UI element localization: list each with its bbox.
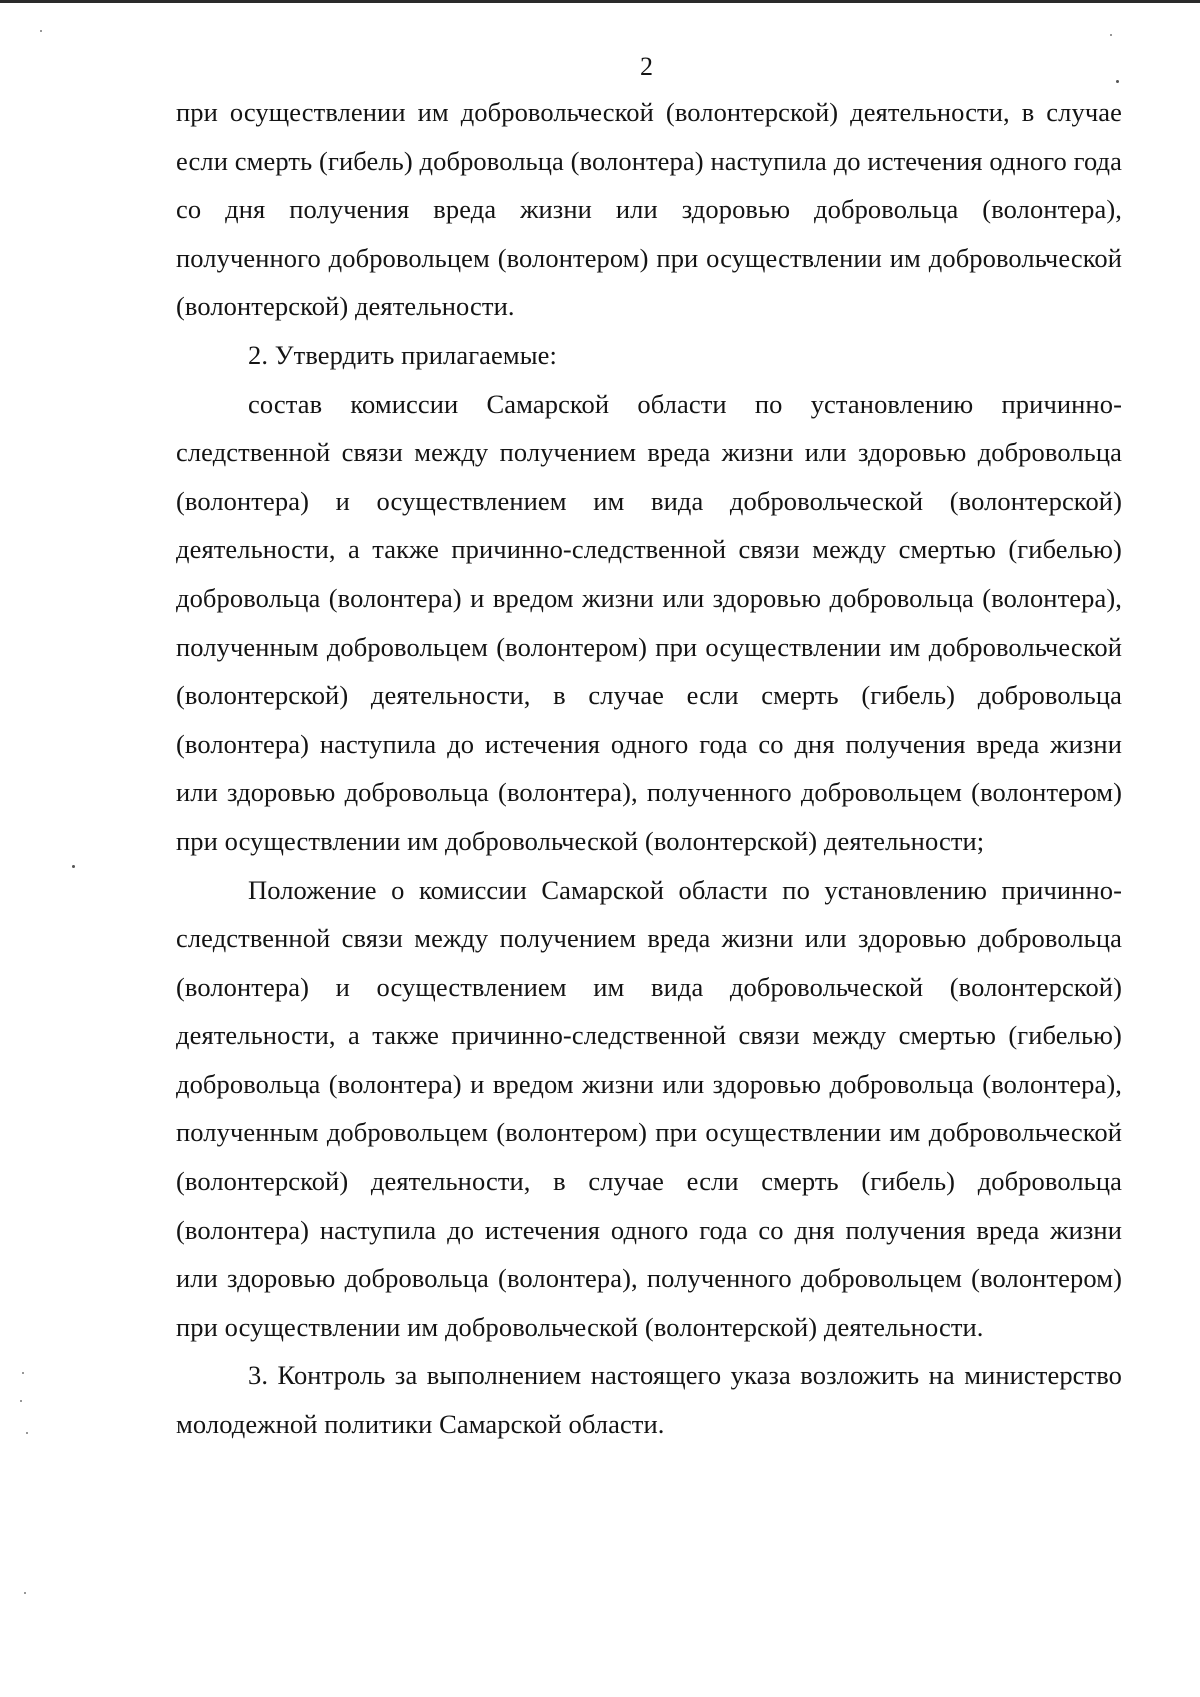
- scan-speck: [1110, 34, 1112, 36]
- page-number: 2: [640, 52, 653, 81]
- paragraph-commission-composition: состав комиссии Самарской области по установлению причинно-следственной связи между получением вреда жизни или здоровью добровольца (волонтера) и осуществлением им вида добровольческой (волонтерской) деятельности, а также причинно-следственной связи между смертью (гибелью) добровольца (волонтера) и вредом жизни или здоровью добровольца (волонтера), полученным добровольцем (волонтером) при осуществлении им добровольческой (волонтерской) деятельности, в случае если смерть (гибель) добровольца (волонтера) наступила до истечения одного года со дня получения вреда жизни или здоровью добровольца (волонтера), полученного добровольцем (волонтером) при осуществлении им добровольческой (волонтерской) деятельности;: [176, 388, 1122, 856]
- scan-top-edge: [0, 0, 1200, 3]
- scan-speck: [40, 30, 42, 32]
- paragraph-item-2: 2. Утвердить прилагаемые:: [248, 339, 558, 370]
- scan-speck: [22, 1372, 24, 1374]
- scan-speck: [20, 1400, 22, 1402]
- scan-speck: [24, 1592, 26, 1594]
- scan-speck: [72, 865, 75, 868]
- paragraph-item-3: 3. Контроль за выполнением настоящего указа возложить на министерство молодежной политики Самарской области.: [176, 1360, 1122, 1440]
- scan-speck: [1116, 80, 1119, 83]
- scan-speck: [26, 1432, 28, 1434]
- paragraph-commission-regulation: Положение о комиссии Самарской области по установлению причинно-следственной связи между получением вреда жизни или здоровью добровольца (волонтера) и осуществлением им вида добровольческой (волонтерской) деятельности, а также причинно-следственной связи между смертью (гибелью) добровольца (волонтера) и вредом жизни или здоровью добровольца (волонтера), полученным добровольцем (волонтером) при осуществлении им добровольческой (волонтерской) деятельности, в случае если смерть (гибель) добровольца (волонтера) наступила до истечения одного года со дня получения вреда жизни или здоровью добровольца (волонтера), полученного добровольцем (волонтером) при осуществлении им добровольческой (волонтерской) деятельности.: [176, 874, 1122, 1342]
- document-body: [176, 88, 1122, 1449]
- paragraph-continuation: при осуществлении им добровольческой (волонтерской) деятельности, в случае если смерть (гибель) добровольца (волонтера) наступила до истечения одного года со дня получения вреда жизни или здоровью добровольца (волонтера), полученного добровольцем (волонтером) при осуществлении им добровольческой (волонтерской) деятельности.: [176, 97, 1122, 322]
